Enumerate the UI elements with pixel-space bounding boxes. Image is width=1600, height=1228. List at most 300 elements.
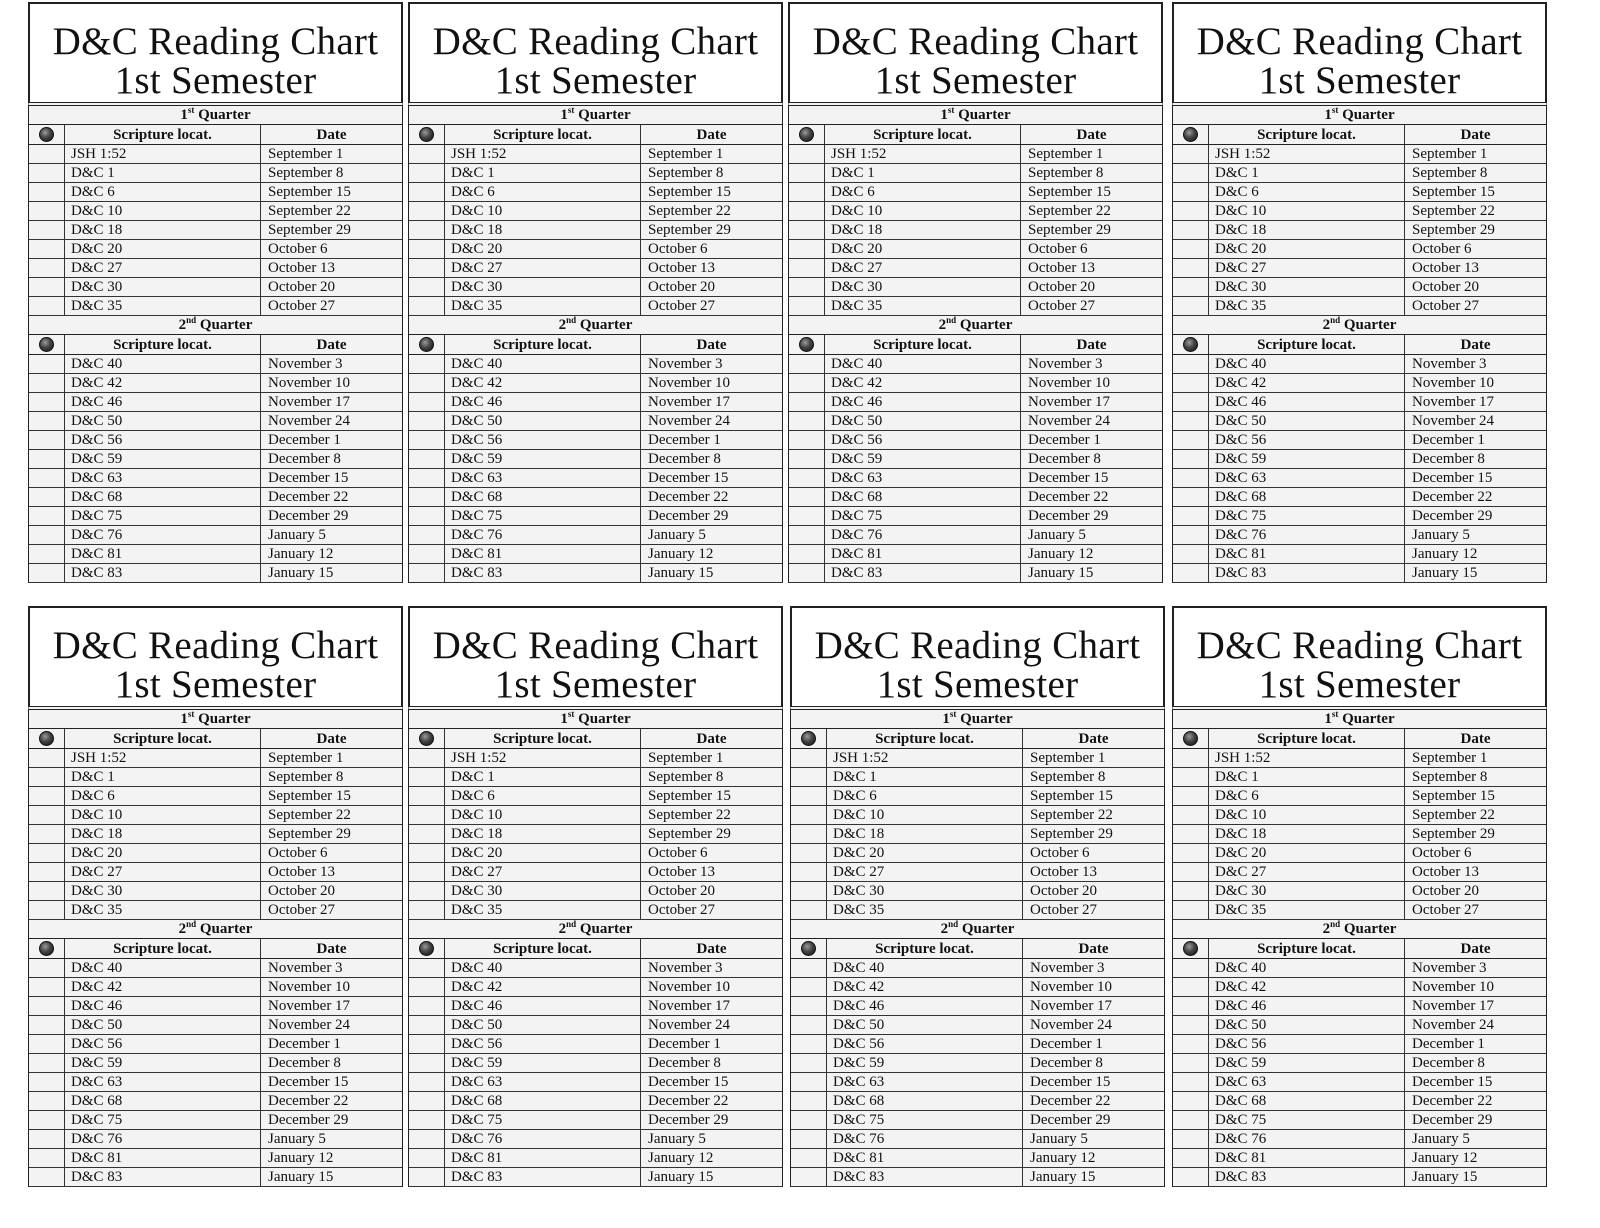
checkbox-cell[interactable]	[29, 259, 65, 277]
table-row	[29, 1035, 402, 1054]
checkbox-cell[interactable]	[789, 145, 825, 163]
checkbox-cell[interactable]	[409, 1168, 445, 1186]
checkbox-cell[interactable]	[789, 164, 825, 182]
checkbox-cell[interactable]	[409, 297, 445, 315]
scripture-location: D&C 63	[825, 469, 1021, 487]
table-row	[29, 1111, 402, 1130]
reading-date: September 8	[1412, 769, 1488, 785]
checkbox-cell[interactable]	[789, 431, 825, 449]
checkbox-cell[interactable]	[1173, 1054, 1209, 1072]
checkbox-cell[interactable]	[409, 145, 445, 163]
checkbox-cell[interactable]	[29, 240, 65, 258]
checkbox-cell[interactable]	[791, 882, 827, 900]
quarter-label: Quarter	[198, 107, 251, 123]
checkbox-cell[interactable]	[1173, 526, 1209, 544]
checkbox-cell[interactable]	[29, 882, 65, 900]
checkbox-cell[interactable]	[791, 1092, 827, 1110]
reading-chart-card	[1172, 606, 1547, 1211]
checkbox-cell[interactable]	[791, 1054, 827, 1072]
checkbox-cell[interactable]	[409, 221, 445, 239]
reading-date: December 1	[1030, 1036, 1103, 1052]
checkbox-cell[interactable]	[29, 863, 65, 881]
checkbox-cell[interactable]	[29, 545, 65, 563]
scripture-location: D&C 6	[825, 183, 1021, 201]
checkbox-cell[interactable]	[409, 768, 445, 786]
scripture-location: D&C 59	[1209, 450, 1405, 468]
circle-check-icon	[799, 127, 814, 142]
checkbox-cell[interactable]	[1173, 355, 1209, 373]
checkbox-cell[interactable]	[1173, 959, 1209, 977]
checkbox-cell[interactable]	[789, 469, 825, 487]
checkbox-cell[interactable]	[791, 1073, 827, 1091]
checkbox-cell[interactable]	[1173, 240, 1209, 258]
checkbox-cell[interactable]	[791, 997, 827, 1015]
checkbox-cell[interactable]	[1173, 145, 1209, 163]
scripture-location: D&C 1	[1209, 768, 1405, 786]
table-row	[791, 1149, 1164, 1168]
checkbox-cell[interactable]	[29, 412, 65, 430]
checkbox-cell[interactable]	[409, 355, 445, 373]
date-column-header: Date	[316, 731, 347, 747]
checkbox-cell[interactable]	[1173, 1111, 1209, 1129]
checkbox-cell[interactable]	[1173, 787, 1209, 805]
checkbox-cell[interactable]	[29, 507, 65, 525]
checkbox-cell[interactable]	[1173, 749, 1209, 767]
checkbox-cell[interactable]	[1173, 297, 1209, 315]
chart-subtitle: 1st Semester	[876, 663, 1079, 706]
reading-date: December 29	[648, 1112, 729, 1128]
table-row	[791, 863, 1164, 882]
checkbox-cell[interactable]	[409, 1130, 445, 1148]
checkbox-cell[interactable]	[1173, 259, 1209, 277]
checkbox-cell[interactable]	[791, 1035, 827, 1053]
checkbox-cell[interactable]	[29, 1149, 65, 1167]
reading-date: December 22	[1412, 1093, 1493, 1109]
checkbox-cell[interactable]	[409, 749, 445, 767]
checkbox-cell[interactable]	[791, 768, 827, 786]
reading-table	[28, 102, 403, 583]
checkbox-cell[interactable]	[409, 978, 445, 996]
scripture-location: D&C 76	[827, 1130, 1023, 1148]
reading-date: November 3	[1412, 960, 1487, 976]
quarter-ordinal-suffix: st	[187, 709, 195, 719]
checkbox-cell[interactable]	[409, 882, 445, 900]
checkbox-cell[interactable]	[29, 749, 65, 767]
reading-date: September 22	[648, 203, 731, 219]
checkbox-cell[interactable]	[29, 450, 65, 468]
checkbox-cell[interactable]	[29, 1130, 65, 1148]
checkbox-cell[interactable]	[791, 1111, 827, 1129]
checkbox-cell[interactable]	[409, 164, 445, 182]
quarter-1-section	[1173, 106, 1546, 316]
reading-date: December 29	[1412, 508, 1493, 524]
table-row	[29, 145, 402, 164]
reading-date: September 29	[1030, 826, 1113, 842]
checkbox-cell[interactable]	[409, 564, 445, 582]
table-row	[409, 221, 782, 240]
scripture-location: D&C 40	[445, 355, 641, 373]
scripture-location: D&C 83	[1209, 1168, 1405, 1186]
checkbox-cell[interactable]	[1173, 768, 1209, 786]
checkbox-cell[interactable]	[409, 997, 445, 1015]
reading-date: January 15	[1030, 1169, 1096, 1185]
reading-date: January 12	[268, 1150, 334, 1166]
checkbox-cell[interactable]	[409, 412, 445, 430]
checkbox-cell[interactable]	[409, 825, 445, 843]
checkbox-cell[interactable]	[789, 202, 825, 220]
checkbox-cell[interactable]	[409, 183, 445, 201]
table-row	[789, 488, 1162, 507]
reading-date: September 22	[268, 203, 351, 219]
scripture-location: D&C 81	[827, 1149, 1023, 1167]
checkbox-cell[interactable]	[791, 806, 827, 824]
checkbox-cell[interactable]	[791, 863, 827, 881]
checkbox-cell[interactable]	[1173, 1168, 1209, 1186]
checkbox-cell[interactable]	[29, 355, 65, 373]
reading-date: October 6	[1030, 845, 1090, 861]
checkbox-cell[interactable]	[409, 393, 445, 411]
checkbox-cell[interactable]	[409, 1016, 445, 1034]
checkbox-cell[interactable]	[1173, 393, 1209, 411]
quarter-1-section	[29, 710, 402, 920]
scripture-location: D&C 20	[827, 844, 1023, 862]
table-row	[789, 145, 1162, 164]
checkbox-cell[interactable]	[409, 959, 445, 977]
checkbox-cell[interactable]	[409, 1111, 445, 1129]
reading-date: November 17	[268, 998, 351, 1014]
table-row	[29, 1092, 402, 1111]
reading-date: January 12	[648, 1150, 714, 1166]
checkbox-cell[interactable]	[409, 240, 445, 258]
checkbox-cell[interactable]	[29, 959, 65, 977]
checkbox-cell[interactable]	[409, 844, 445, 862]
checkbox-cell[interactable]	[29, 145, 65, 163]
reading-date: October 6	[1028, 241, 1088, 257]
quarter-heading	[1173, 316, 1546, 335]
table-row	[29, 863, 402, 882]
scripture-location: D&C 1	[445, 164, 641, 182]
scripture-location: D&C 56	[825, 431, 1021, 449]
reading-table	[408, 706, 783, 1187]
scripture-location: D&C 59	[65, 450, 261, 468]
table-row	[409, 431, 782, 450]
reading-date: November 24	[648, 1017, 731, 1033]
checkbox-cell[interactable]	[29, 393, 65, 411]
checkbox-cell[interactable]	[789, 564, 825, 582]
checkbox-cell[interactable]	[1173, 545, 1209, 563]
checkbox-cell[interactable]	[1173, 1149, 1209, 1167]
checkbox-cell[interactable]	[1173, 469, 1209, 487]
checkbox-cell[interactable]	[29, 278, 65, 296]
checkbox-cell[interactable]	[1173, 978, 1209, 996]
table-row	[409, 1092, 782, 1111]
checkbox-cell[interactable]	[791, 1149, 827, 1167]
checkbox-cell[interactable]	[409, 787, 445, 805]
checkbox-cell[interactable]	[1173, 1092, 1209, 1110]
checkbox-cell[interactable]	[789, 221, 825, 239]
checkbox-cell[interactable]	[1173, 450, 1209, 468]
checkbox-cell[interactable]	[409, 202, 445, 220]
checkbox-cell[interactable]	[409, 278, 445, 296]
quarter-label: Quarter	[579, 317, 633, 333]
date-column-header: Date	[696, 731, 727, 747]
checkbox-cell[interactable]	[1173, 825, 1209, 843]
checkbox-cell[interactable]	[1173, 507, 1209, 525]
scripture-location: D&C 63	[827, 1073, 1023, 1091]
checkbox-cell[interactable]	[409, 545, 445, 563]
table-row	[29, 825, 402, 844]
table-header-row	[409, 939, 782, 959]
circle-check-icon	[419, 941, 434, 956]
checkbox-cell[interactable]	[1173, 412, 1209, 430]
checkbox-cell[interactable]	[29, 183, 65, 201]
reading-date: September 1	[1412, 146, 1488, 162]
table-row	[29, 355, 402, 374]
checkbox-cell[interactable]	[791, 959, 827, 977]
checkbox-cell[interactable]	[789, 297, 825, 315]
checkbox-cell[interactable]	[1173, 202, 1209, 220]
checkbox-cell[interactable]	[1173, 183, 1209, 201]
scripture-location: D&C 81	[65, 545, 261, 563]
checkbox-cell[interactable]	[29, 825, 65, 843]
checkbox-cell[interactable]	[1173, 488, 1209, 506]
reading-date: January 15	[1412, 565, 1478, 581]
reading-date: September 22	[268, 807, 351, 823]
checkbox-cell[interactable]	[409, 431, 445, 449]
table-row	[409, 768, 782, 787]
checkbox-cell[interactable]	[409, 1035, 445, 1053]
checkbox-cell[interactable]	[409, 507, 445, 525]
reading-date: September 1	[268, 146, 344, 162]
chart-title: D&C Reading Chart	[1196, 20, 1523, 63]
scripture-location: D&C 50	[1209, 1016, 1405, 1034]
table-row	[29, 844, 402, 863]
checkbox-cell[interactable]	[409, 1054, 445, 1072]
checkbox-cell[interactable]	[789, 355, 825, 373]
quarter-heading	[409, 316, 782, 335]
checkbox-cell[interactable]	[789, 488, 825, 506]
quarter-label: Quarter	[199, 317, 253, 333]
circle-check-icon	[419, 337, 434, 352]
checkbox-cell[interactable]	[29, 844, 65, 862]
reading-date: September 1	[268, 750, 344, 766]
reading-date: September 15	[268, 788, 351, 804]
scripture-location: JSH 1:52	[65, 749, 261, 767]
reading-date: September 1	[1412, 750, 1488, 766]
checkbox-cell[interactable]	[1173, 164, 1209, 182]
reading-date: December 29	[1028, 508, 1109, 524]
table-row	[29, 1054, 402, 1073]
checkbox-cell[interactable]	[29, 1016, 65, 1034]
chart-subtitle: 1st Semester	[494, 59, 697, 102]
reading-date: November 17	[268, 394, 351, 410]
reading-date: December 1	[268, 1036, 341, 1052]
checkbox-cell[interactable]	[789, 393, 825, 411]
reading-date: October 13	[1030, 864, 1098, 880]
checkbox-cell[interactable]	[29, 1092, 65, 1110]
table-row	[409, 882, 782, 901]
checkbox-cell[interactable]	[409, 1092, 445, 1110]
checkbox-cell[interactable]	[29, 1111, 65, 1129]
checkbox-cell[interactable]	[29, 164, 65, 182]
checkbox-cell[interactable]	[1173, 564, 1209, 582]
scripture-location: D&C 50	[445, 412, 641, 430]
table-row	[29, 1149, 402, 1168]
check-column-header	[1173, 939, 1209, 958]
reading-date: September 8	[1028, 165, 1104, 181]
checkbox-cell[interactable]	[29, 202, 65, 220]
checkbox-cell[interactable]	[1173, 1130, 1209, 1148]
table-row	[789, 469, 1162, 488]
table-row	[409, 844, 782, 863]
checkbox-cell[interactable]	[409, 450, 445, 468]
checkbox-cell[interactable]	[1173, 882, 1209, 900]
table-row	[789, 412, 1162, 431]
table-row	[409, 488, 782, 507]
table-row	[29, 901, 402, 920]
checkbox-cell[interactable]	[791, 1130, 827, 1148]
reading-date: October 13	[1028, 260, 1096, 276]
checkbox-cell[interactable]	[791, 1168, 827, 1186]
scripture-location: D&C 1	[445, 768, 641, 786]
checkbox-cell[interactable]	[791, 787, 827, 805]
checkbox-cell[interactable]	[29, 564, 65, 582]
checkbox-cell[interactable]	[29, 297, 65, 315]
scripture-location: D&C 63	[1209, 1073, 1405, 1091]
checkbox-cell[interactable]	[29, 806, 65, 824]
table-row	[409, 978, 782, 997]
checkbox-cell[interactable]	[789, 278, 825, 296]
chart-title-box	[790, 606, 1165, 706]
checkbox-cell[interactable]	[29, 374, 65, 392]
checkbox-cell[interactable]	[29, 488, 65, 506]
reading-date: October 27	[1412, 298, 1480, 314]
checkbox-cell[interactable]	[409, 901, 445, 919]
reading-date: November 17	[1412, 394, 1495, 410]
scripture-location: D&C 76	[445, 526, 641, 544]
checkbox-cell[interactable]	[29, 431, 65, 449]
checkbox-cell[interactable]	[1173, 221, 1209, 239]
scripture-location: D&C 63	[1209, 469, 1405, 487]
checkbox-cell[interactable]	[1173, 997, 1209, 1015]
table-row	[791, 787, 1164, 806]
table-row	[409, 959, 782, 978]
table-row	[789, 297, 1162, 316]
location-column-header: Scripture locat.	[445, 939, 641, 958]
checkbox-cell[interactable]	[791, 1016, 827, 1034]
checkbox-cell[interactable]	[29, 787, 65, 805]
scripture-location: D&C 35	[1209, 297, 1405, 315]
checkbox-cell[interactable]	[29, 221, 65, 239]
check-column-header	[1173, 335, 1209, 354]
checkbox-cell[interactable]	[1173, 1016, 1209, 1034]
checkbox-cell[interactable]	[409, 863, 445, 881]
checkbox-cell[interactable]	[789, 412, 825, 430]
checkbox-cell[interactable]	[29, 978, 65, 996]
scripture-location: D&C 75	[65, 507, 261, 525]
check-column-header	[791, 729, 827, 748]
checkbox-cell[interactable]	[789, 240, 825, 258]
table-row	[791, 1111, 1164, 1130]
checkbox-cell[interactable]	[1173, 1035, 1209, 1053]
checkbox-cell[interactable]	[791, 844, 827, 862]
scripture-location: D&C 76	[825, 526, 1021, 544]
checkbox-cell[interactable]	[29, 1073, 65, 1091]
checkbox-cell[interactable]	[1173, 431, 1209, 449]
checkbox-cell[interactable]	[789, 374, 825, 392]
checkbox-cell[interactable]	[789, 526, 825, 544]
checkbox-cell[interactable]	[789, 450, 825, 468]
checkbox-cell[interactable]	[789, 259, 825, 277]
scripture-location: D&C 75	[445, 1111, 641, 1129]
checkbox-cell[interactable]	[29, 901, 65, 919]
checkbox-cell[interactable]	[1173, 278, 1209, 296]
checkbox-cell[interactable]	[791, 749, 827, 767]
quarter-ordinal-suffix: st	[949, 709, 957, 719]
checkbox-cell[interactable]	[29, 469, 65, 487]
checkbox-cell[interactable]	[1173, 844, 1209, 862]
checkbox-cell[interactable]	[791, 901, 827, 919]
checkbox-cell[interactable]	[1173, 901, 1209, 919]
reading-date: December 15	[1412, 1074, 1493, 1090]
reading-chart-card	[408, 2, 783, 607]
table-row	[789, 431, 1162, 450]
checkbox-cell[interactable]	[29, 1054, 65, 1072]
checkbox-cell[interactable]	[409, 469, 445, 487]
table-row	[1173, 768, 1546, 787]
checkbox-cell[interactable]	[29, 768, 65, 786]
checkbox-cell[interactable]	[29, 1168, 65, 1186]
checkbox-cell[interactable]	[409, 374, 445, 392]
checkbox-cell[interactable]	[409, 1149, 445, 1167]
table-row	[409, 259, 782, 278]
checkbox-cell[interactable]	[409, 1073, 445, 1091]
reading-date: December 8	[648, 451, 721, 467]
quarter-heading	[29, 710, 402, 729]
checkbox-cell[interactable]	[791, 978, 827, 996]
reading-date: November 24	[648, 413, 731, 429]
checkbox-cell[interactable]	[791, 825, 827, 843]
reading-date: October 6	[648, 845, 708, 861]
table-row	[789, 164, 1162, 183]
reading-table	[28, 706, 403, 1187]
checkbox-cell[interactable]	[1173, 863, 1209, 881]
checkbox-cell[interactable]	[789, 507, 825, 525]
checkbox-cell[interactable]	[1173, 806, 1209, 824]
checkbox-cell[interactable]	[1173, 1073, 1209, 1091]
checkbox-cell[interactable]	[789, 183, 825, 201]
chart-title-box	[788, 2, 1163, 102]
checkbox-cell[interactable]	[409, 526, 445, 544]
checkbox-cell[interactable]	[29, 997, 65, 1015]
chart-title: D&C Reading Chart	[432, 624, 759, 667]
scripture-location: D&C 59	[827, 1054, 1023, 1072]
checkbox-cell[interactable]	[29, 1035, 65, 1053]
checkbox-cell[interactable]	[1173, 374, 1209, 392]
checkbox-cell[interactable]	[409, 488, 445, 506]
reading-date: September 29	[648, 222, 731, 238]
checkbox-cell[interactable]	[29, 526, 65, 544]
quarter-label: Quarter	[578, 711, 631, 727]
checkbox-cell[interactable]	[409, 259, 445, 277]
table-row	[1173, 1168, 1546, 1187]
scripture-location: D&C 59	[1209, 1054, 1405, 1072]
checkbox-cell[interactable]	[789, 545, 825, 563]
checkbox-cell[interactable]	[409, 806, 445, 824]
chart-title: D&C Reading Chart	[432, 20, 759, 63]
table-row	[1173, 1073, 1546, 1092]
table-row	[29, 564, 402, 583]
